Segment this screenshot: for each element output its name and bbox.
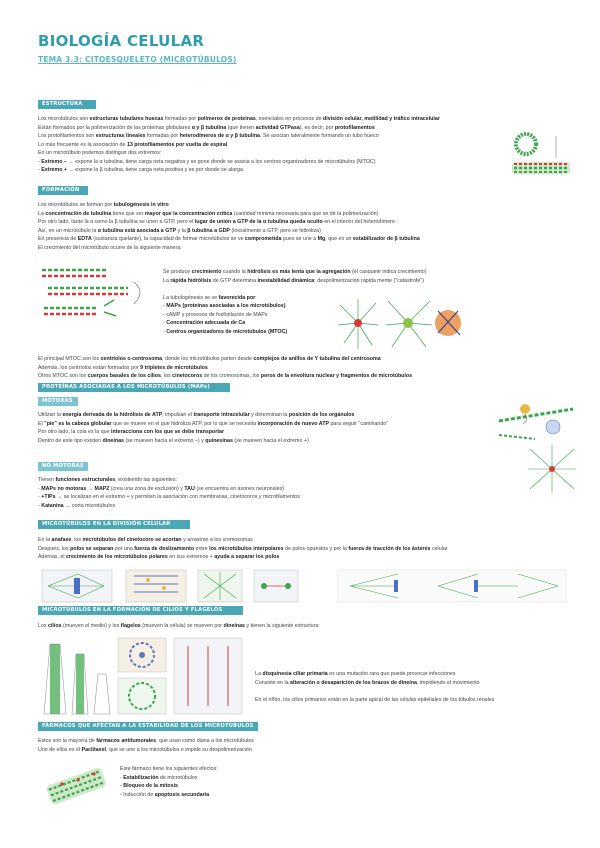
text-run: Uno de ellos es el xyxy=(38,746,82,753)
text-run: La xyxy=(38,210,46,217)
text-line xyxy=(38,485,300,494)
section-header-cilios: MICROTÚBULOS EN LA FORMACIÓN DE CILIOS Y FLAGELOS xyxy=(38,606,243,615)
text-run: (mueven la célula) se mueven por xyxy=(140,623,224,629)
text-line xyxy=(38,372,412,381)
text-run: - xyxy=(163,320,167,326)
text-run: y arrastran a los cromosomas xyxy=(181,537,253,543)
text-run: en el interior del heterodímero xyxy=(322,219,395,225)
text-run: El crecimiento del microtúbulo ocurre de la siguiente manera: xyxy=(38,244,182,251)
text-run: Después, los xyxy=(38,545,71,552)
motor-protein-figure xyxy=(495,395,577,443)
text-line xyxy=(120,782,218,791)
bold-text: β tubulina a GDP xyxy=(187,227,230,234)
text-run: En el riñón, los cilios primarios están en la parte apical de las células epiteliales de los túbulos renales xyxy=(255,696,495,703)
text-run: El xyxy=(38,420,45,427)
text-run: . Se asocian lateralmente formando un tubo hueco xyxy=(260,133,379,139)
bold-text: dineínas xyxy=(223,623,245,629)
text-run: - Inducción de xyxy=(120,791,155,798)
bold-text: energía derivada de la hidrólisis de ATP xyxy=(62,412,163,418)
text-run: Por otro lado, tanto la α como la β tubulina se unen a GTP, pero el xyxy=(38,219,195,225)
text-line xyxy=(38,158,440,167)
text-run: entre xyxy=(194,545,210,552)
bold-text: dineínas xyxy=(102,437,124,444)
bold-text: Katanina xyxy=(41,502,64,509)
text-line xyxy=(38,166,440,175)
text-run: Los protofilamentos son xyxy=(38,133,96,139)
text-line xyxy=(38,536,448,545)
text-run: (crea una zona de exclusión) y xyxy=(109,485,185,492)
text-run: La xyxy=(255,671,263,677)
text-line xyxy=(255,670,494,679)
text-line xyxy=(38,502,300,511)
estructura-text xyxy=(38,115,440,175)
text-run: formadas por xyxy=(145,133,180,139)
text-run: → xyxy=(86,485,95,492)
bold-text: Estabilización xyxy=(123,774,159,781)
text-run: (se mueven hacia el extremo –) y xyxy=(123,437,206,444)
page-title: BIOLOGÍA CELULAR xyxy=(38,32,205,50)
section-header-maps: PROTEÍNAS ASOCIADAS A LOS MICROTÚBULOS (MAPs) xyxy=(38,383,230,392)
text-line xyxy=(38,355,412,364)
text-line xyxy=(38,244,420,253)
text-run: , que usan como diana a los microtúbulos xyxy=(156,738,254,744)
text-run: - xyxy=(38,167,42,173)
text-run: : xyxy=(255,294,257,301)
motoras-text xyxy=(38,411,388,445)
text-run: En presencia de xyxy=(38,236,78,242)
text-run: Lo más frecuente es la asociación de xyxy=(38,141,127,148)
text-run: Los xyxy=(38,623,49,629)
text-line xyxy=(38,553,448,562)
cilios-text xyxy=(38,622,320,631)
text-run: Dentro de este tipo existen xyxy=(38,437,103,444)
text-run: Otros MTOC son los xyxy=(38,373,88,379)
cilios-right-text xyxy=(255,670,494,704)
text-run: , existiendo las siguientes: xyxy=(115,477,178,483)
text-run: , impulsan el xyxy=(162,412,194,418)
bold-text: estabilizador de β tubulina xyxy=(352,236,420,242)
section-header-division: MICROTÚBULOS EN LA DIVISIÓN CELULAR xyxy=(38,520,190,529)
text-run: para seguir "caminando" xyxy=(329,420,389,427)
text-run: (cantidad mínima necesaria para que se dé la polimerización) xyxy=(232,210,379,217)
bold-text: MAP2 xyxy=(94,485,110,492)
text-line xyxy=(38,622,320,631)
bold-text: TAU xyxy=(184,485,195,492)
text-run: - xyxy=(38,502,42,509)
bold-text: funciones estructurales xyxy=(55,477,116,483)
text-run: - xyxy=(120,774,124,781)
bold-text: posición de los orgánulos xyxy=(288,412,355,418)
bold-text: MAPs (proteínas asociadas a los microtúbulos) xyxy=(166,303,286,309)
text-line xyxy=(38,411,388,420)
bold-text: fuerza de tracción de los ásteres xyxy=(348,545,431,552)
text-run: en sus extremos + xyxy=(167,554,215,560)
text-line xyxy=(38,201,420,210)
section-header-formacion: FORMACIÓN xyxy=(38,186,88,195)
text-line xyxy=(38,476,300,485)
bold-text: división celular, motilidad y tráfico intracelular xyxy=(323,116,440,122)
text-run: formadas por xyxy=(163,116,198,122)
text-run: → se localizan en el extremo + y permiten la asociación con membranas, cinetocoros y microfilamentos xyxy=(55,494,301,500)
bold-text: Concentración adecuada de Ca xyxy=(166,320,246,326)
text-run: Consiste en la xyxy=(255,679,291,686)
text-run: y tienen la siguiente estructura: xyxy=(245,623,320,629)
text-run: → corta microtúbulos xyxy=(63,502,116,509)
bold-text: Bloqueo de la mitosis xyxy=(123,783,178,789)
text-run: → expone la α tubulina, tiene carga neta negativa y se pone donde se asocia a los centros organizadores de microtúbulos (MTOC) xyxy=(66,158,376,165)
text-run: La xyxy=(163,277,171,284)
bold-text: concentración de tubulina xyxy=(45,210,112,217)
bold-text: alteración o desaparición de los brazos de dineína xyxy=(290,679,417,686)
section-header-farmacos: FÁRMACOS QUE AFECTAN A LA ESTABILIDAD DE LOS MICROTÚBULOS xyxy=(38,722,258,731)
text-run: (que tienen xyxy=(226,124,256,131)
bold-text: quinesinas xyxy=(205,437,233,444)
bold-text: favorecida por xyxy=(218,294,256,301)
formacion-text xyxy=(38,201,420,252)
division-text xyxy=(38,536,448,562)
text-run: de GTP determina xyxy=(211,277,258,284)
text-line xyxy=(38,493,300,502)
bold-text: ayuda a separar los polos xyxy=(214,554,280,560)
text-run: - cAMP y procesos de fosforilación de MAPs xyxy=(163,311,268,318)
bold-text: cilios xyxy=(48,623,62,629)
cell-division-figures xyxy=(38,566,572,606)
text-line xyxy=(38,364,412,373)
subsection-header-motoras: MOTORAS xyxy=(38,397,78,406)
text-line xyxy=(163,268,427,277)
bold-text: "pie" es la cabeza globular xyxy=(44,420,112,427)
text-run: - xyxy=(163,303,167,309)
text-run: → expone la β tubulina, tiene carga neta positiva y es por donde se alarga xyxy=(67,167,243,173)
text-line xyxy=(38,746,254,755)
text-run: ), es decir, por xyxy=(299,124,335,131)
bold-text: mayor que la concentración crítica xyxy=(144,210,233,217)
text-run: - xyxy=(163,328,167,335)
bold-text: MAPs no motoras xyxy=(41,485,87,492)
text-line xyxy=(38,428,388,437)
bold-text: 13 protofilamentos por vuelta de espiral xyxy=(126,141,228,148)
bold-text: fármacos antitumorales xyxy=(96,738,157,744)
bold-text: apoptosis secundaria xyxy=(154,791,210,798)
text-run: - xyxy=(120,783,124,789)
text-run: y determinan la xyxy=(249,412,289,418)
text-run: (se mueven hacia el extremo +) xyxy=(232,437,309,444)
text-run: (se encuentra en axones neuronales) xyxy=(194,485,285,492)
text-run: En un microtúbulo podemos distinguir dos extremos: xyxy=(38,150,162,156)
bold-text: anafase xyxy=(51,537,72,543)
farmacos-text xyxy=(38,737,254,754)
text-run: y la xyxy=(176,227,188,234)
text-line xyxy=(38,545,448,554)
bold-text: crecimiento xyxy=(191,269,222,275)
text-run: por una xyxy=(113,545,135,552)
bold-text: disquinesia ciliar primaria xyxy=(262,671,328,677)
text-run: de polos opuestos y por la xyxy=(283,545,349,552)
bold-text: lugar de unión a GTP de la α tubulina queda oculto xyxy=(194,219,323,225)
text-line xyxy=(38,141,440,150)
bold-text: actividad GTPasa xyxy=(255,124,300,131)
text-line xyxy=(38,149,440,158)
bold-text: Mg xyxy=(317,236,326,242)
no-motoras-text xyxy=(38,476,300,510)
text-run: , impidiendo el movimiento xyxy=(416,679,480,686)
bold-text: transporte intracelular xyxy=(193,412,250,418)
text-line xyxy=(120,791,218,800)
text-line xyxy=(38,235,420,244)
bold-text: los microtúbulos interpolares xyxy=(209,545,284,552)
text-line xyxy=(38,132,440,141)
text-run: Los microtúbulos se forman por xyxy=(38,202,114,208)
text-line xyxy=(38,437,388,446)
text-run: (mueven el medio) y los xyxy=(61,623,121,629)
bold-text: cuerpos basales de los cilios xyxy=(87,373,161,379)
bold-text: estructuras tubulares huecas xyxy=(89,116,164,122)
text-run: cuando la xyxy=(221,269,248,275)
text-run: de microtúbulos xyxy=(158,774,198,781)
farmacos-effects-text xyxy=(120,765,218,799)
aster-figure xyxy=(528,445,576,493)
text-run: , que se une a los microtúbulos e impide su despolimerización xyxy=(106,746,252,753)
text-run: Tienen xyxy=(38,477,56,483)
bold-text: Centros organizadores de microtúbulos (MTOC) xyxy=(166,328,288,335)
bold-text: Paclitaxel xyxy=(81,746,107,753)
section-header-estructura: ESTRUCTURA xyxy=(38,100,96,109)
text-run: En la xyxy=(38,537,52,543)
text-line xyxy=(38,227,420,236)
mtoc-figure xyxy=(338,295,468,351)
text-run: pues se une a xyxy=(281,236,318,242)
bold-text: comprometida xyxy=(244,236,282,242)
text-line xyxy=(38,210,420,219)
bold-text: crecimiento de los microtúbulos polares xyxy=(65,554,168,560)
bold-text: Extremo + xyxy=(41,167,68,173)
text-run: , que es un xyxy=(325,236,353,242)
text-line xyxy=(163,277,427,286)
bold-text: complejos de anillos de Y tubulina del centrosoma xyxy=(253,356,381,362)
text-run: - xyxy=(38,485,42,492)
bold-text: flagelos xyxy=(120,623,141,629)
text-line xyxy=(255,696,494,705)
bold-text: EDTA xyxy=(77,236,92,242)
bold-text: polímeros de proteínas xyxy=(197,116,256,122)
text-run: es una mutación rara que puede provocar infecciones xyxy=(327,671,456,677)
bold-text: estructuras lineales xyxy=(95,133,146,139)
text-run: de los cromosomas, los xyxy=(202,373,261,379)
bold-text: microtúbulos del cinetocoro se acortan xyxy=(82,537,182,543)
bold-text: polos se separan xyxy=(70,545,114,552)
text-run: Utilizan la xyxy=(38,412,63,418)
bold-text: +TIPs xyxy=(41,494,56,500)
text-run: Así, en un microtúbulo la xyxy=(38,227,98,234)
subsection-header-no-motoras: NO MOTORAS xyxy=(38,462,88,471)
text-run: Además, el xyxy=(38,554,66,560)
text-run: El principal MTOC son los xyxy=(38,356,101,362)
cilia-structure-figure xyxy=(38,634,248,718)
formacion-bottom-text xyxy=(38,355,412,381)
text-run: (inicialmente a GTP, pero se hidroliza) xyxy=(229,227,321,234)
text-run: Este fármaco tiene los siguientes efectos: xyxy=(120,766,218,772)
text-line xyxy=(120,774,218,783)
text-line xyxy=(38,115,440,124)
text-line xyxy=(38,420,388,429)
text-run: tiene que ser xyxy=(111,210,145,217)
text-run: que se mueve en el que hidroliza ATP, por lo que se necesita xyxy=(111,420,258,427)
text-run: Se produce xyxy=(163,269,192,275)
text-run: celular xyxy=(430,545,448,552)
text-line xyxy=(120,765,218,774)
bold-text: protofilamentos xyxy=(334,124,375,131)
text-run: : despolimerización rápida mente ("catástrofe") xyxy=(314,277,424,284)
text-run: La tubulogénesis se ve xyxy=(163,294,219,301)
page-subtitle: TEMA 3.3: CITOESQUELETO (MICROTÚBULOS) xyxy=(38,55,237,64)
text-run: Por otro lado, la cola es la que xyxy=(38,429,112,435)
bold-text: rápida hidrólisis xyxy=(170,277,212,284)
bold-text: inestabilidad dinámica xyxy=(257,277,315,284)
text-run: , los xyxy=(71,537,83,543)
bold-text: centríolos o centrosoma xyxy=(100,356,163,362)
text-line xyxy=(255,679,494,688)
text-run: Los microtúbulos son xyxy=(38,116,90,122)
paclitaxel-figure xyxy=(38,758,116,816)
bold-text: poros de la envoltura nuclear y fragmentos de microtúbulos xyxy=(260,373,413,379)
bold-text: cinetocoros xyxy=(172,373,203,379)
text-run: Están formados por la polimerización de las proteínas globulares xyxy=(38,124,192,131)
text-line xyxy=(255,687,494,696)
text-run: , esenciales en procesos de xyxy=(255,116,323,122)
bold-text: hidrólisis es más lenta que la agregación xyxy=(247,269,351,275)
bold-text: tubulogénesis in vitro xyxy=(113,202,169,208)
text-line xyxy=(38,737,254,746)
text-run: , donde los microtúbulos parten desde xyxy=(162,356,254,362)
microtubule-structure-figure xyxy=(508,130,574,190)
bold-text: α tubulina está asociada a GTP xyxy=(97,227,177,234)
text-run: (el casquete indica crecimiento) xyxy=(350,269,427,275)
text-run: - xyxy=(38,158,42,165)
text-run: - xyxy=(38,494,42,500)
bold-text: heterodímeros de α y β tubulina xyxy=(179,133,261,139)
bold-text: incorporación de nuevo ATP xyxy=(257,420,329,427)
tubulin-growth-figure xyxy=(38,262,156,326)
text-line xyxy=(38,124,440,133)
bold-text: Extremo – xyxy=(41,158,67,165)
text-run: , los xyxy=(160,373,173,379)
text-line xyxy=(163,285,427,294)
bold-text: 9 tripletes de microtúbulos xyxy=(140,364,208,371)
text-run: Estos son la mayoría de xyxy=(38,738,97,744)
text-run: (sustancia quelante), la capacidad de formar microtúbulos se ve xyxy=(91,236,245,242)
text-run: Además, los centríolos están formados por xyxy=(38,364,141,371)
text-line xyxy=(38,218,420,227)
bold-text: α y β tubulina xyxy=(191,124,227,131)
bold-text: fuerza de deslizamiento xyxy=(134,545,195,552)
bold-text: interacciona con los que se debe transportar xyxy=(111,429,225,435)
